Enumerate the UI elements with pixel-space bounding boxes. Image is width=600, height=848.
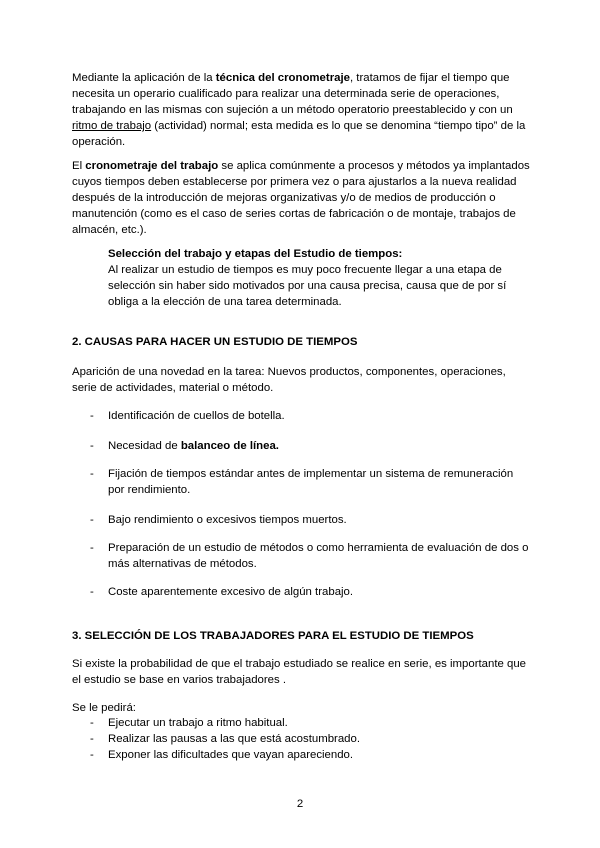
list-item [90,512,530,528]
list-item-text: Identificación de cuellos de botella. [108,410,285,422]
text-run: Mediante la aplicación de la [72,72,216,84]
bold-term: cronometraje del trabajo [85,160,219,172]
text-run: Necesidad de [108,440,181,452]
list-item [90,540,530,572]
list-item-text: Exponer las dificultades que vayan apareciendo. [108,749,354,761]
paragraph-cronometraje-intro [72,70,532,150]
list-item [90,438,530,454]
dash-bullet: - [90,717,94,729]
list-item-text: Fijación de tiempos estándar antes de implementar un sistema de remuneración por rendimiento. [108,468,514,496]
section-3-intro: Si existe la probabilidad de que el trabajo estudiado se realice en serie, es importante que el estudio se base en varios trabajadores . [72,658,527,686]
text-run: se aplica comúnmente a procesos y métodos ya implantados cuyos tiempos deben establecerse por primera vez o para ajustarlos a la nueva realidad después de la introducción de mejoras organizativas y/o de medios de producción o manutención (como es el caso de series cortas de fabricación o de montaje, trabajos de almacén, etc.). [72,160,530,236]
seleccion-text: Al realizar un estudio de tiempos es muy poco frecuente llegar a una etapa de selección sin haber sido motivados por una causa precisa, causa que de por sí obliga a la elección de una tarea determinada. [108,264,507,308]
list-item [90,584,530,600]
text-run: (actividad) normal; esta medida es lo que se denomina “tiempo tipo” de la operación. [72,120,526,148]
dash-bullet: - [90,410,94,422]
se-le-pedira-label: Se le pedirá: [72,702,136,714]
dash-bullet: - [90,733,94,745]
seleccion-block [108,246,528,310]
text-run: , tratamos de fijar el tiempo que necesita un operario cualificado para realizar una determinada serie de operaciones, trabajando en las mismas con sujeción a un método operatorio preestablecido y con un [72,72,513,116]
bold-term: balanceo de línea. [180,440,279,452]
list-item [90,747,530,763]
list-item-text: Preparación de un estudio de métodos o como herramienta de evaluación de dos o más alternativas de métodos. [108,542,529,570]
dash-bullet: - [90,468,94,480]
section-2-heading: 2. CAUSAS PARA HACER UN ESTUDIO DE TIEMPOS [72,336,358,348]
dash-bullet: - [90,749,94,761]
text-run: El [72,160,86,172]
list-item-text: Coste aparentemente excesivo de algún trabajo. [108,586,354,598]
section-2-intro: Aparición de una novedad en la tarea: Nuevos productos, componentes, operaciones, serie de actividades, material o método. [72,366,506,394]
paragraph-cronometraje-aplicacion [72,158,532,238]
list-item-text: Realizar las pausas a las que está acostumbrado. [108,733,361,745]
list-item-text: Ejecutar un trabajo a ritmo habitual. [108,717,288,729]
list-item [90,715,530,731]
list-item [90,466,530,498]
list-item-text: Bajo rendimiento o excesivos tiempos muertos. [108,514,347,526]
dash-bullet: - [90,514,94,526]
dash-bullet: - [90,440,94,452]
list-item-text [108,438,530,454]
dash-bullet: - [90,542,94,554]
page-number: 2 [296,798,304,810]
list-item [90,731,530,747]
section-3-heading: 3. SELECCIÓN DE LOS TRABAJADORES PARA EL ESTUDIO DE TIEMPOS [72,630,474,642]
dash-bullet: - [90,586,94,598]
bold-term: técnica del cronometraje [215,72,350,84]
ritmo-de-trabajo-link[interactable]: ritmo de trabajo [72,120,152,132]
seleccion-title: Selección del trabajo y etapas del Estudio de tiempos: [108,248,403,260]
list-item [90,408,530,424]
